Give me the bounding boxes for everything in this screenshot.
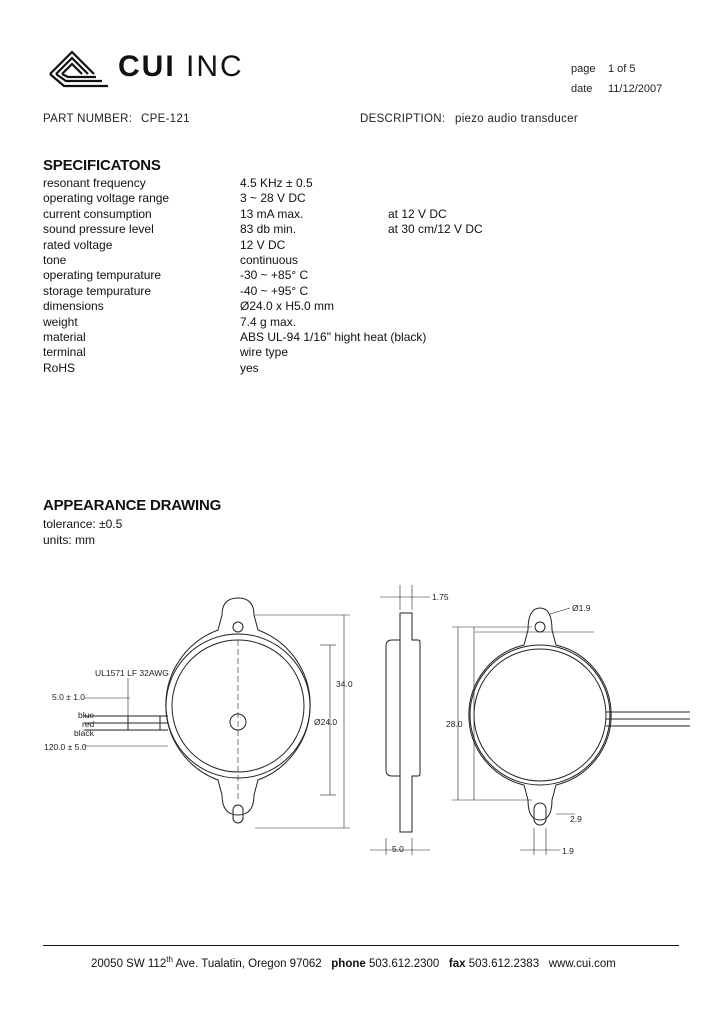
- logo-rest: INC: [175, 50, 244, 83]
- spec-label: terminal: [43, 345, 86, 360]
- part-number-label: PART NUMBER:: [43, 113, 133, 125]
- rear-top-hole: [535, 622, 545, 632]
- spec-label: tone: [43, 253, 67, 267]
- rear-height-label: 28.0: [446, 719, 463, 729]
- hole-dia-label: Ø1.9: [572, 603, 591, 613]
- side-depth-label: 5.0: [392, 844, 404, 854]
- footer-address-pre: 20050 SW 112: [91, 957, 167, 970]
- footer-address-post: Ave. Tualatin, Oregon 97062: [172, 957, 322, 970]
- spec-label: dimensions: [43, 299, 104, 314]
- wire-blue-label: blue: [78, 710, 95, 720]
- spec-note: at 12 V DC: [388, 206, 447, 221]
- spec-label: rated voltage: [43, 237, 113, 252]
- logo-mark-icon: [46, 48, 112, 88]
- wire-spec-label: UL1571 LF 32AWG: [95, 668, 169, 678]
- side-thickness-label: 1.75: [432, 592, 449, 602]
- spec-label: resonant frequency: [43, 176, 146, 190]
- footer-phone-label: phone: [331, 957, 366, 970]
- spec-value: ABS UL-94 1/16" hight heat (black): [240, 330, 427, 344]
- wire-length-label: 120.0 ± 5.0: [44, 742, 87, 752]
- front-bottom-slot: [233, 805, 243, 823]
- strip-length-label: 5.0 ± 1.0: [52, 692, 86, 702]
- part-number-value: CPE-121: [141, 113, 190, 125]
- footer: [91, 955, 616, 970]
- spec-value: Ø24.0 x H5.0 mm: [240, 299, 335, 314]
- footer-fax-label: fax: [448, 957, 466, 970]
- footer-phone-value: 503.612.2300: [368, 957, 440, 970]
- spec-label: material: [43, 330, 86, 344]
- height-total-label: 34.0: [336, 679, 353, 689]
- side-view: [400, 613, 420, 832]
- page-label: page: [571, 63, 596, 75]
- specifications-title: SPECIFICATONS: [43, 157, 161, 174]
- spec-value: 3 ~ 28 V DC: [240, 191, 306, 206]
- rear-flange: [469, 608, 611, 820]
- company-logo: [46, 46, 256, 90]
- tolerance-text: tolerance: ±0.5: [43, 517, 123, 531]
- spec-note: at 30 cm/12 V DC: [388, 222, 483, 237]
- description-value: piezo audio transducer: [455, 113, 578, 125]
- spec-label: weight: [43, 314, 78, 329]
- spec-value: 83 db min.: [240, 222, 297, 237]
- spec-value: continuous: [240, 253, 299, 267]
- wire-black-label: black: [74, 728, 94, 738]
- spec-label: RoHS: [43, 360, 76, 375]
- spec-value: 12 V DC: [240, 237, 286, 252]
- spec-label: sound pressure level: [43, 222, 154, 237]
- date-label: date: [571, 83, 593, 95]
- diameter-label: Ø24.0: [314, 717, 338, 727]
- spec-value: 4.5 KHz ± 0.5: [240, 176, 313, 190]
- footer-website-link[interactable]: www.cui.com: [548, 957, 616, 970]
- slot-width-label: 1.9: [562, 846, 574, 856]
- footer-address-sup: th: [166, 955, 173, 964]
- logo-bold: CUI: [118, 50, 176, 83]
- spec-value: 7.4 g max.: [240, 314, 297, 329]
- date-value: 11/12/2007: [608, 83, 663, 95]
- spec-value: yes: [240, 360, 259, 375]
- rear-outer-circle: [470, 645, 610, 785]
- front-top-hole: [233, 622, 243, 632]
- footer-divider: [43, 945, 679, 946]
- spec-value: -30 ~ +85° C: [240, 268, 309, 283]
- spec-label: current consumption: [43, 206, 152, 221]
- spec-value: wire type: [240, 345, 289, 360]
- page-value: 1 of 5: [608, 63, 636, 75]
- spec-label: storage tempurature: [43, 283, 152, 298]
- logo-text: [118, 50, 244, 84]
- footer-fax-value: 503.612.2383: [468, 957, 540, 970]
- spec-label: operating voltage range: [43, 191, 170, 206]
- appearance-drawing: [0, 570, 720, 870]
- slot-length-label: 2.9: [570, 814, 582, 824]
- spec-value: 13 mA max.: [240, 206, 304, 221]
- spec-value: -40 ~ +95° C: [240, 283, 309, 298]
- description-label: DESCRIPTION:: [360, 113, 446, 125]
- wire-red-label: red: [82, 719, 95, 729]
- appearance-title: APPEARANCE DRAWING: [43, 497, 222, 514]
- spec-label: operating tempurature: [43, 268, 162, 283]
- units-text: units: mm: [43, 533, 96, 547]
- rear-bottom-slot: [534, 803, 546, 825]
